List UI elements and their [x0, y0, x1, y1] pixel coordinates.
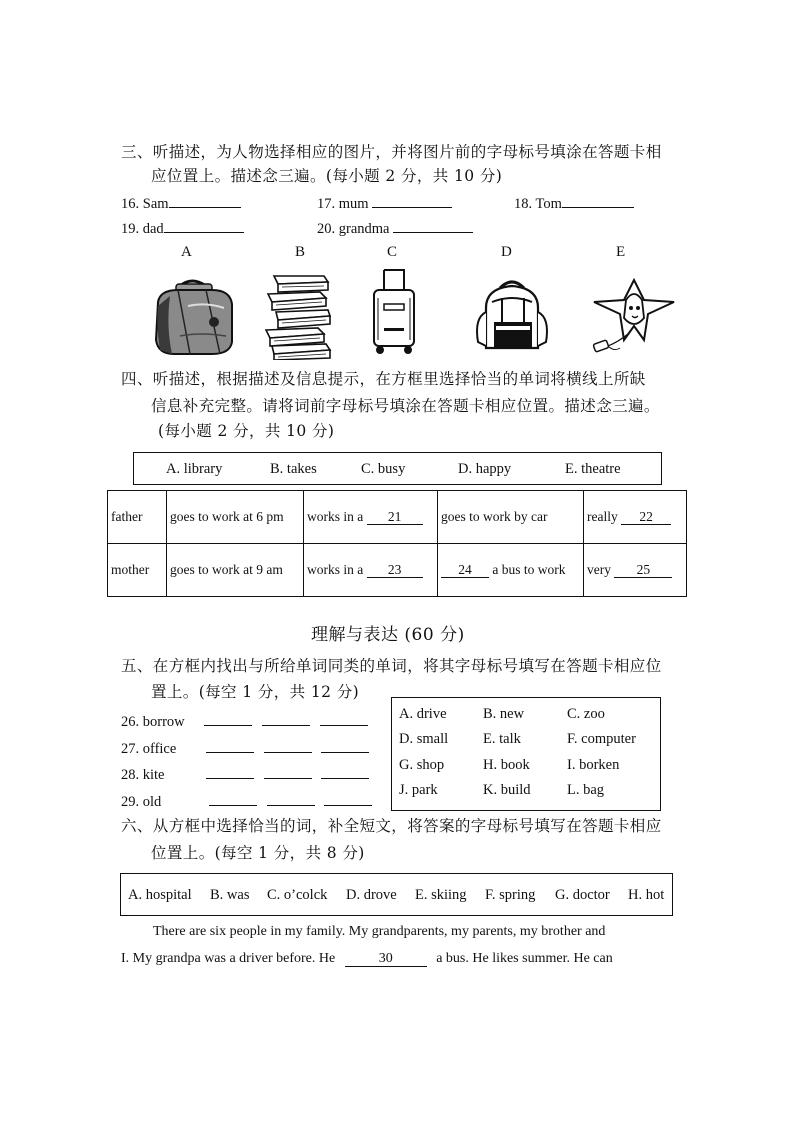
- feeling-cell: very 25: [584, 544, 687, 597]
- suitcase-icon: [370, 268, 418, 356]
- blank-22[interactable]: 22: [621, 509, 671, 525]
- section4-option-a: A. library: [166, 461, 223, 477]
- s6-option-c: C. o’colck: [267, 887, 328, 903]
- item-27: 27. office: [121, 738, 369, 758]
- s5-option-k: K. build: [483, 782, 531, 798]
- s5-option-g: G. shop: [399, 757, 445, 773]
- item-16: 16. Sam: [121, 193, 241, 213]
- s6-option-b: B. was: [210, 887, 250, 903]
- section4-title-line2: 信息补充完整。请将词前字母标号填涂在答题卡相应位置。描述念三遍。: [151, 397, 660, 415]
- books-icon: [262, 272, 334, 360]
- s6-option-f: F. spring: [485, 887, 536, 903]
- section4-title-line1: 四、听描述，根据描述及信息提示，在方框里选择恰当的单词将横线上所缺: [121, 370, 646, 388]
- transport-cell: 24 a bus to work: [438, 544, 584, 597]
- s5-option-a: A. drive: [399, 706, 447, 722]
- picture-letter-a: A: [181, 244, 192, 260]
- section3-title-line1: 三、听描述，为人物选择相应的图片，并将图片前的字母标号填涂在答题卡相: [121, 143, 662, 161]
- s5-option-h: H. book: [483, 757, 530, 773]
- blank-25[interactable]: 25: [614, 562, 672, 578]
- info-table: [107, 490, 687, 597]
- section5-title-line2: 置上。(每空 1 分，共 12 分): [151, 683, 360, 701]
- bag-icon: [150, 276, 236, 358]
- picture-letter-e: E: [616, 244, 626, 260]
- section6-title-line1: 六、从方框中选择恰当的词，补全短文，将答案的字母标号填写在答题卡相应: [121, 817, 662, 835]
- section6-title-line2: 位置上。(每空 1 分，共 8 分): [151, 844, 365, 862]
- transport-cell: goes to work by car: [438, 491, 584, 544]
- s6-option-d: D. drove: [346, 887, 397, 903]
- item-28: 28. kite: [121, 764, 369, 784]
- blank-21[interactable]: 21: [367, 509, 423, 525]
- time-cell: goes to work at 9 am: [167, 544, 304, 597]
- feeling-cell: really 22: [584, 491, 687, 544]
- s5-option-d: D. small: [399, 731, 449, 747]
- section4-option-e: E. theatre: [565, 461, 621, 477]
- item-26: 26. borrow: [121, 711, 368, 731]
- time-cell: goes to work at 6 pm: [167, 491, 304, 544]
- section5-title-line1: 五、在方框内找出与所给单词同类的单词，将其字母标号填写在答题卡相应位: [121, 657, 662, 675]
- passage-line2: I. My grandpa was a driver before. He 30 a bus. He likes summer. He can: [121, 951, 613, 966]
- table-row: [108, 544, 687, 597]
- person-father: father: [108, 491, 167, 544]
- blank-23[interactable]: 23: [367, 562, 423, 578]
- section4-option-d: D. happy: [458, 461, 512, 477]
- work-place-cell: works in a 23: [304, 544, 438, 597]
- blank-24[interactable]: 24: [441, 562, 489, 578]
- s6-option-h: H. hot: [628, 887, 665, 903]
- picture-letter-d: D: [501, 244, 512, 260]
- section4-option-c: C. busy: [361, 461, 406, 477]
- table-row: [108, 491, 687, 544]
- item-18: 18. Tom: [514, 193, 634, 213]
- item-20: 20. grandma: [317, 218, 473, 238]
- picture-letter-c: C: [387, 244, 398, 260]
- item-17: 17. mum: [317, 193, 452, 213]
- picture-letter-b: B: [295, 244, 306, 260]
- s5-option-f: F. computer: [567, 731, 636, 747]
- person-mother: mother: [108, 544, 167, 597]
- s5-option-b: B. new: [483, 706, 525, 722]
- s5-option-i: I. borken: [567, 757, 620, 773]
- item-19: 19. dad: [121, 218, 244, 238]
- blank-30[interactable]: 30: [345, 951, 427, 967]
- s5-option-j: J. park: [399, 782, 438, 798]
- backpack-icon: [472, 278, 552, 354]
- s6-option-g: G. doctor: [555, 887, 610, 903]
- passage-line1: There are six people in my family. My grandparents, my parents, my brother and: [153, 924, 606, 939]
- part2-heading: 理解与表达 (60 分): [311, 625, 465, 645]
- s5-option-l: L. bag: [567, 782, 605, 798]
- section3-title-line2: 应位置上。描述念三遍。(每小题 2 分，共 10 分): [151, 167, 503, 185]
- s6-option-a: A. hospital: [128, 887, 192, 903]
- item-29: 29. old: [121, 791, 372, 811]
- s6-option-e: E. skiing: [415, 887, 467, 903]
- kite-icon: [588, 278, 678, 358]
- section4-option-b: B. takes: [270, 461, 317, 477]
- s5-option-c: C. zoo: [567, 706, 605, 722]
- section4-title-line3: (每小题 2 分，共 10 分): [158, 422, 335, 440]
- work-place-cell: works in a 21: [304, 491, 438, 544]
- s5-option-e: E. talk: [483, 731, 521, 747]
